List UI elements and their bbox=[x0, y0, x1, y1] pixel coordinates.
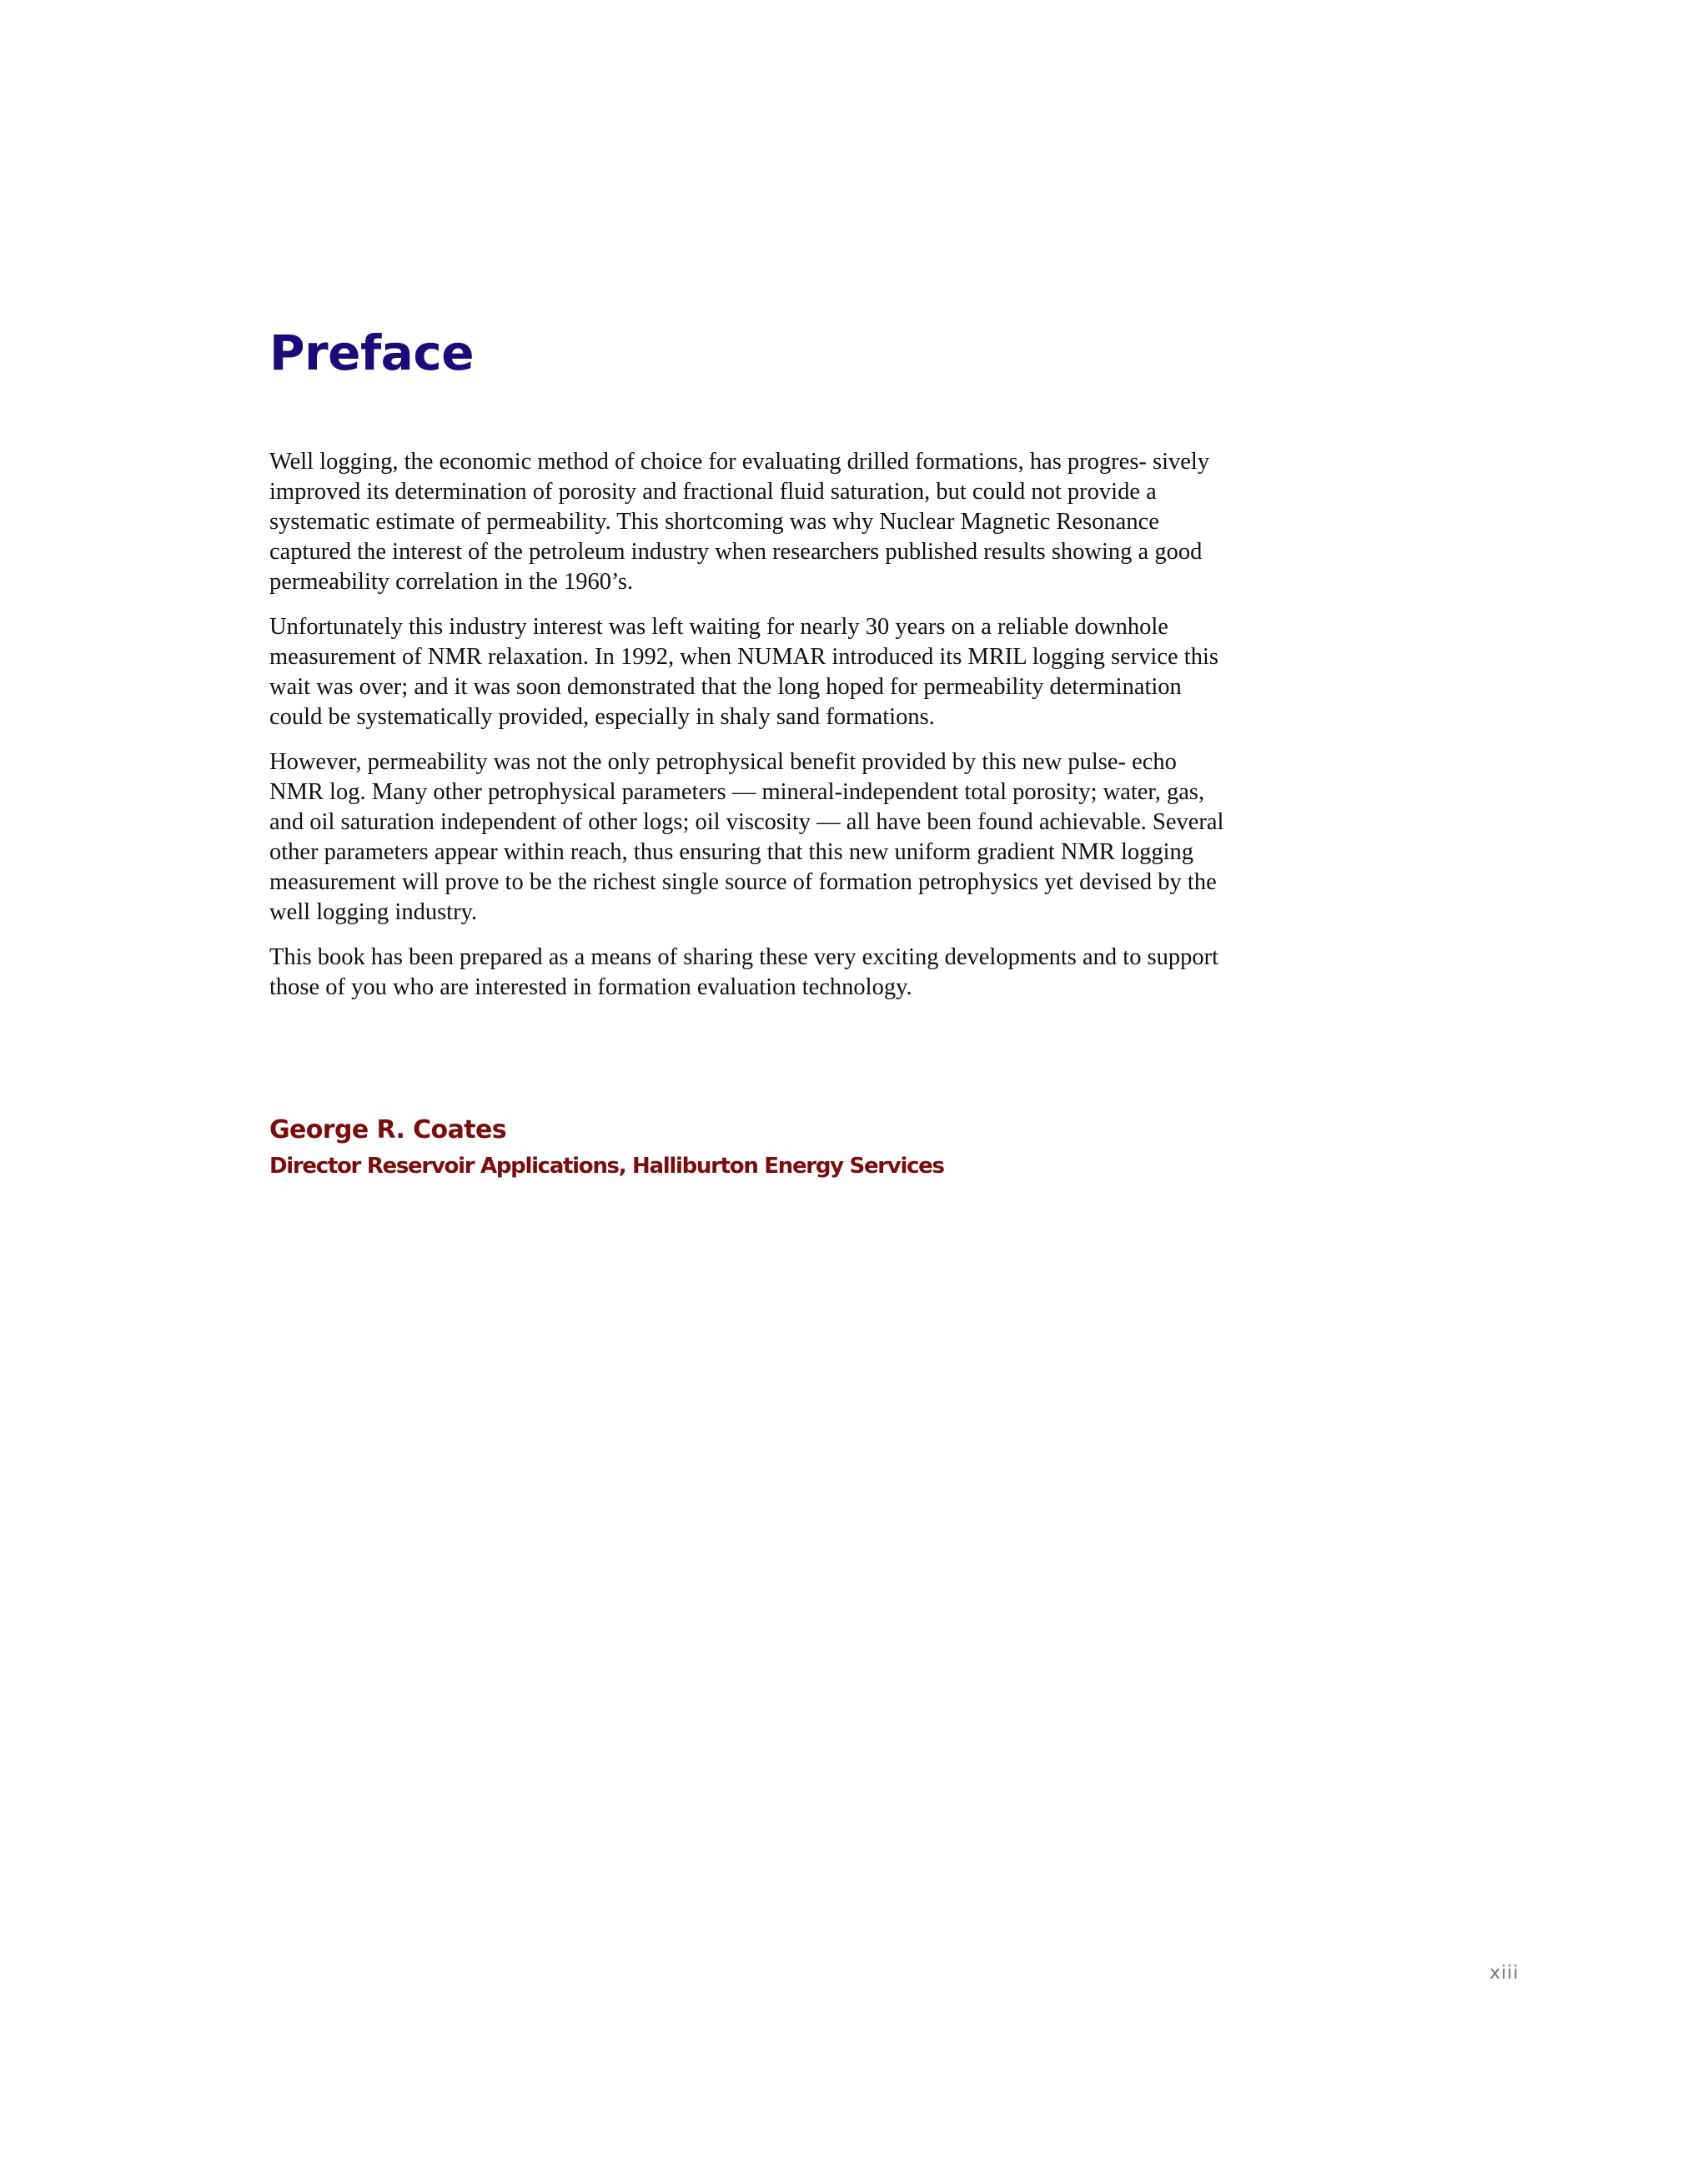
paragraph-2: Unfortunately this industry interest was left waiting for nearly 30 years on a reliable downhole measurement of NMR relaxation. In 1992, when NUMAR introduced its MRIL logging service this wait was over; and it was soon demonstrated that the long hoped for permeability determination could be systematically provided, especially in shaly sand formations. bbox=[269, 614, 1218, 730]
author-name: George R. Coates bbox=[269, 1115, 506, 1144]
paragraph-1: Well logging, the economic method of choice for evaluating drilled formations, has progres- sively improved its determination of porosity and fractional fluid saturation, but could not provide a systematic estimate of permeability. This shortcoming was why Nuclear Magnetic Resonance captured the interest of the petroleum industry when researchers published results showing a good permeability correlation in the 1960’s. bbox=[269, 449, 1210, 595]
preface-body bbox=[269, 447, 1228, 1018]
page-number: xiii bbox=[1489, 1963, 1520, 1984]
page-title: Preface bbox=[269, 324, 475, 381]
author-role: Director Reservoir Applications, Halliburton Energy Services bbox=[269, 1154, 944, 1179]
paragraph-3: However, permeability was not the only petrophysical benefit provided by this new pulse- echo NMR log. Many other petrophysical parameters — mineral-independent total porosity; water, gas, and oil saturation independent of other logs; oil viscosity — all have been found achievable. Several other parameters appear within reach, thus ensuring that this new uniform gradient NMR logging measurement will prove to be the richest single source of formation petrophysics yet devised by the well logging industry. bbox=[269, 749, 1224, 925]
paragraph-4: This book has been prepared as a means of sharing these very exciting developments and to support those of you who are interested in formation evaluation technology. bbox=[269, 944, 1219, 1000]
